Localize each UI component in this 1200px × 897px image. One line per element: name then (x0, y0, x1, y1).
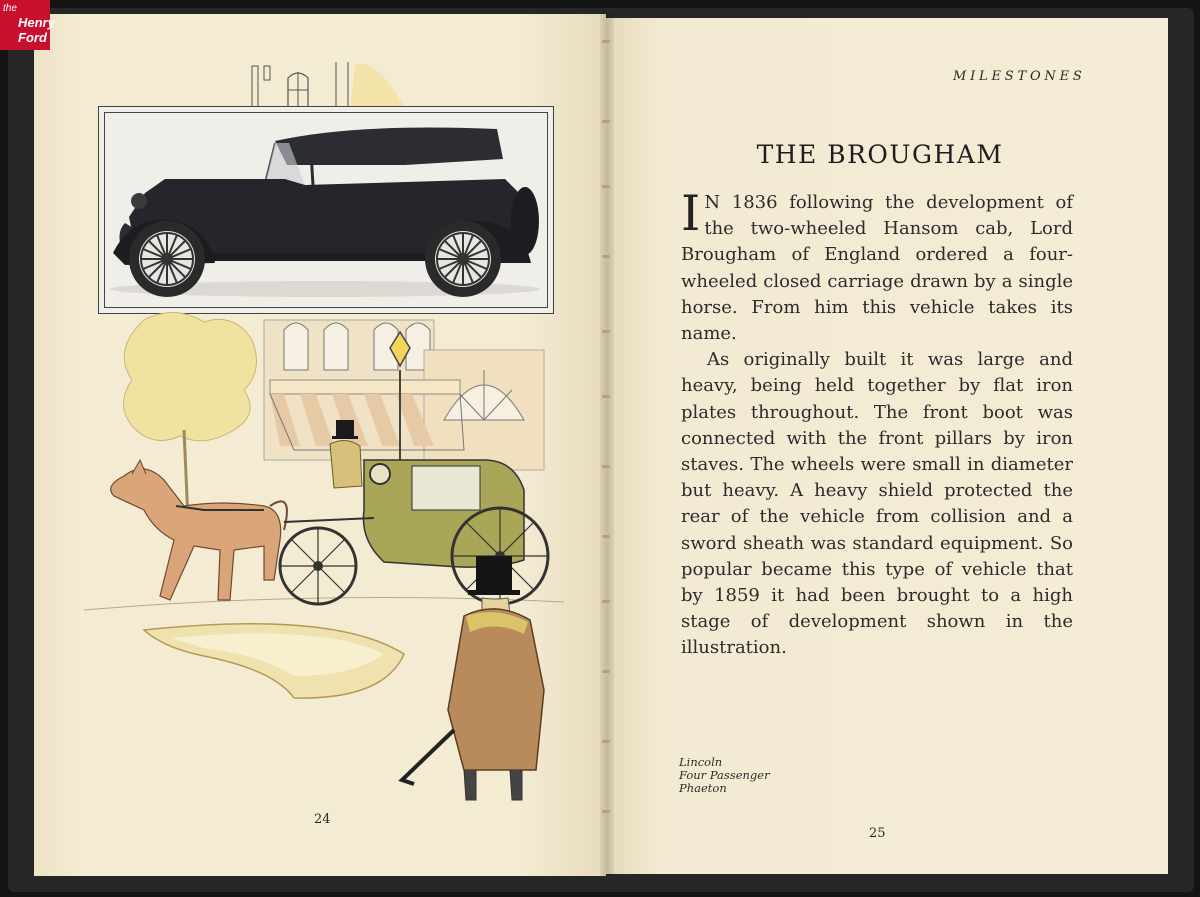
drop-cap: I (681, 185, 701, 242)
chapter-title: THE BROUGHAM (756, 140, 1004, 169)
logo-text-ford: Ford (18, 30, 47, 45)
binding-stitch (602, 395, 610, 398)
binding-stitch (602, 535, 610, 538)
binding-stitch (602, 255, 610, 258)
illustration-caption (679, 756, 770, 795)
building-top-illustration (240, 60, 420, 108)
brougham-street-scene-illustration (84, 310, 564, 830)
body-text (681, 185, 1073, 662)
binding-stitch (602, 810, 610, 813)
car-illustration-frame (98, 106, 554, 314)
binding-stitch (602, 185, 610, 188)
caption-line-1: Lincoln (679, 755, 723, 769)
logo-text-henry: Henry (18, 15, 55, 30)
left-page-number: 24 (314, 812, 331, 827)
binding-stitch (602, 670, 610, 673)
phaeton-car-illustration (105, 113, 547, 307)
logo-text-the: the (3, 3, 17, 14)
running-head: MILESTONES (953, 69, 1086, 84)
paragraph-1 (681, 185, 1073, 347)
binding-stitch (602, 120, 610, 123)
book-gutter (600, 14, 614, 876)
right-page-number: 25 (869, 826, 886, 841)
caption-line-3: Phaeton (679, 781, 727, 795)
paragraph-2: As originally built it was large and heavy, being held together by flat iron plates throughout. The front boot was connected with the front pillars by iron staves. The wheels were small in diameter but heavy. A heavy shield protected the rear of the vehicle from collision and a sword sheath was standard equipment. So popular became this type of vehicle that by 1859 it had been brought to a high stage of development shown in the illustration. (681, 349, 1073, 659)
binding-stitch (602, 740, 610, 743)
binding-stitch (602, 40, 610, 43)
paragraph-1-text: N 1836 following the development of the two-wheeled Hansom cab, Lord Brougham of England ordered a four-wheeled closed carriage drawn by a single horse. From him this vehicle takes its name. (681, 192, 1073, 345)
caption-line-2: Four Passenger (679, 768, 770, 782)
binding-stitch (602, 465, 610, 468)
binding-stitch (602, 600, 610, 603)
henry-ford-logo (0, 0, 55, 50)
binding-stitch (602, 330, 610, 333)
